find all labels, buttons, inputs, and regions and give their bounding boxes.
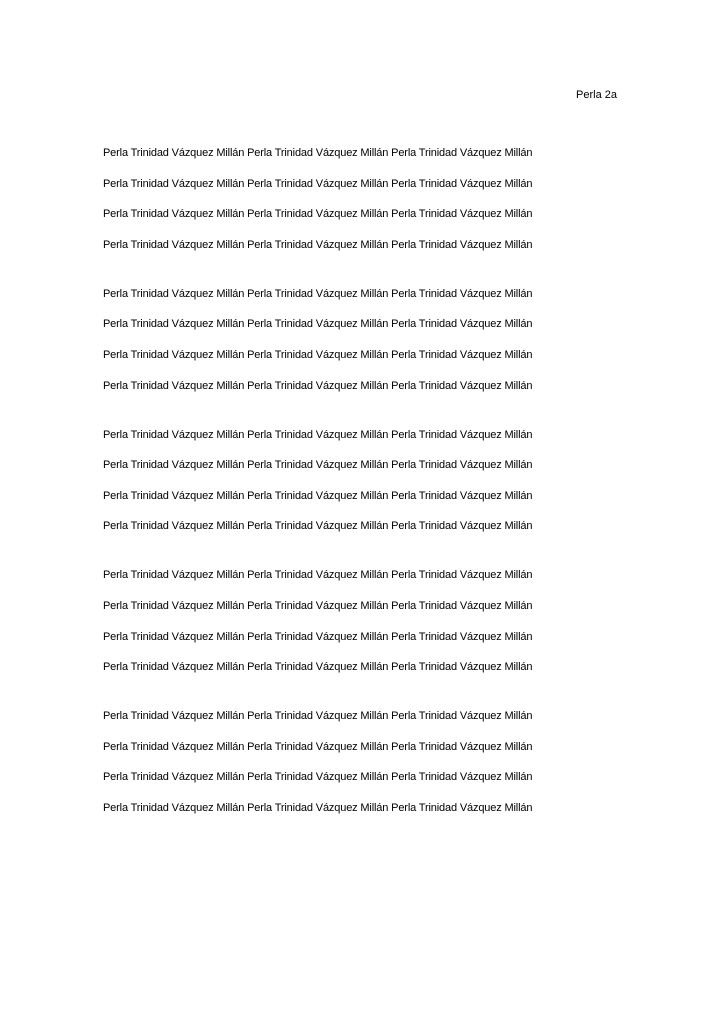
text-line: Perla Trinidad Vázquez Millán Perla Trinidad Vázquez Millán Perla Trinidad Vázquez Millán [103, 428, 533, 441]
text-line: Perla Trinidad Vázquez Millán Perla Trinidad Vázquez Millán Perla Trinidad Vázquez Millán [103, 208, 533, 221]
paragraph-4 [103, 566, 623, 676]
text-line: Perla Trinidad Vázquez Millán Perla Trinidad Vázquez Millán Perla Trinidad Vázquez Millán [103, 710, 533, 723]
text-line: Perla Trinidad Vázquez Millán Perla Trinidad Vázquez Millán Perla Trinidad Vázquez Millán [103, 459, 533, 472]
page-header-label: Perla 2a [576, 89, 617, 101]
text-line: Perla Trinidad Vázquez Millán Perla Trinidad Vázquez Millán Perla Trinidad Vázquez Millán [103, 569, 533, 582]
text-line: Perla Trinidad Vázquez Millán Perla Trinidad Vázquez Millán Perla Trinidad Vázquez Millán [103, 771, 533, 784]
text-line: Perla Trinidad Vázquez Millán Perla Trinidad Vázquez Millán Perla Trinidad Vázquez Millán [103, 630, 533, 643]
text-line: Perla Trinidad Vázquez Millán Perla Trinidad Vázquez Millán Perla Trinidad Vázquez Millán [103, 238, 533, 251]
text-line: Perla Trinidad Vázquez Millán Perla Trinidad Vázquez Millán Perla Trinidad Vázquez Millán [103, 661, 533, 674]
text-line: Perla Trinidad Vázquez Millán Perla Trinidad Vázquez Millán Perla Trinidad Vázquez Millán [103, 599, 533, 612]
text-line: Perla Trinidad Vázquez Millán Perla Trinidad Vázquez Millán Perla Trinidad Vázquez Millán [103, 287, 533, 300]
text-line: Perla Trinidad Vázquez Millán Perla Trinidad Vázquez Millán Perla Trinidad Vázquez Millán [103, 318, 533, 331]
document-body [103, 144, 623, 848]
paragraph-1 [103, 144, 623, 254]
paragraph-2 [103, 285, 623, 395]
text-line: Perla Trinidad Vázquez Millán Perla Trinidad Vázquez Millán Perla Trinidad Vázquez Millán [103, 348, 533, 361]
text-line: Perla Trinidad Vázquez Millán Perla Trinidad Vázquez Millán Perla Trinidad Vázquez Millán [103, 801, 533, 814]
paragraph-3 [103, 426, 623, 536]
text-line: Perla Trinidad Vázquez Millán Perla Trinidad Vázquez Millán Perla Trinidad Vázquez Millán [103, 520, 533, 533]
text-line: Perla Trinidad Vázquez Millán Perla Trinidad Vázquez Millán Perla Trinidad Vázquez Millán [103, 177, 533, 190]
text-line: Perla Trinidad Vázquez Millán Perla Trinidad Vázquez Millán Perla Trinidad Vázquez Millán [103, 147, 533, 159]
text-line: Perla Trinidad Vázquez Millán Perla Trinidad Vázquez Millán Perla Trinidad Vázquez Millán [103, 489, 533, 502]
paragraph-5 [103, 707, 623, 817]
text-line: Perla Trinidad Vázquez Millán Perla Trinidad Vázquez Millán Perla Trinidad Vázquez Millán [103, 379, 533, 392]
text-line: Perla Trinidad Vázquez Millán Perla Trinidad Vázquez Millán Perla Trinidad Vázquez Millán [103, 740, 533, 753]
